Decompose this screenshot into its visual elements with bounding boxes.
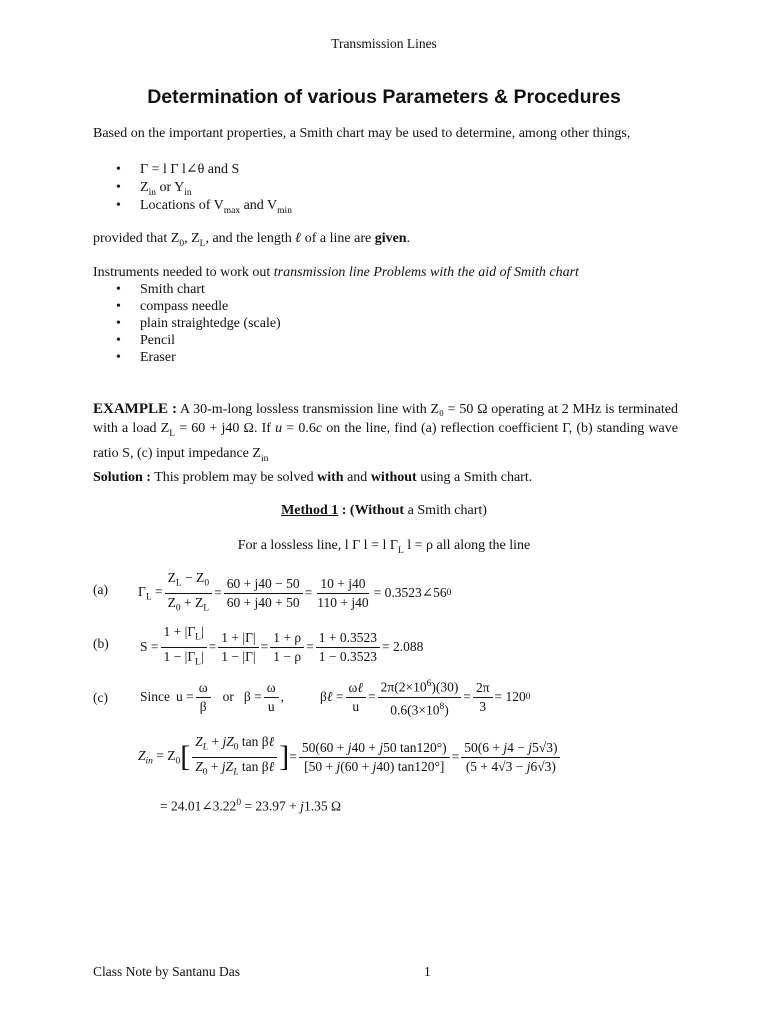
equation-phase-constant: Since u = $\frac{\omega}{\beta}$ or β = $\frac{\omega}{u}$ , βℓ = $\frac{\text{ωℓ}}{u}$ = $\frac{2\pi(2\times 10^6)(30)}{0.6(3\times 10^8)}$ = $\frac{2\pi}{3}$ = 120 0 [140,676,531,718]
bullet-icon: • [116,299,121,314]
bullet-icon: • [116,333,121,348]
lossless-note: For a lossless line, l Γ l = l $\Gamma_L$ l = ρ all along the line [237,538,531,556]
equation-label-b: (b) [93,636,109,651]
page-title: Determination of various Parameters & Procedures [147,86,621,108]
equation-swr: S = $\frac{1 + |\Gamma_L|}{1 - |\Gamma_L|}$ = $\frac{1 + |\Gamma|}{1 - |\Gamma|}$ = $\frac{1 + \rho}{1 - \rho}$ = $\frac{1 + 0.3523}{1 - 0.3523}$ = 2.088 [140,624,424,668]
equation-input-impedance: $Z_{in} = Z_0$ [ $\frac{Z_L + jZ_0 \tan \beta\ell}{Z_0 + jZ_L \tan \beta\ell}$ ] = $\frac{50(60 + j40 + j50 \tan 120^\circ)}{[50 + j(60 + j40) \tan 120^\circ]}$ = $\frac{50(6 + j4 - j5√3)}{(5 + 4√3 - j6√3)}$ [138,734,562,780]
bullet-icon: • [116,282,121,297]
equation-label-c: (c) [93,690,108,705]
example-paragraph: EXAMPLE : A 30-m-long lossless transmission line with Z₀ = 50 Ω operating at 2 MHz is terminated with a load $Z_L = 60 + j40$ Ω. If u = 0.6c on the line, find (a) reflection coefficient Γ, (b) standing wave ratio S, (c) input impedance $Z_{in}$ [93,401,678,464]
bullet-icon: • [116,180,121,195]
solution-paragraph: Solution : This problem may be solved with and without using a Smith chart. [93,470,533,485]
equation-reflection-coefficient: $\Gamma_L$ = $\frac{Z_L - Z_0}{Z_0 + Z_L}$ = $\frac{60 + j40 - 50}{60 + j40 + 50}$ = $\frac{10 + j40}{110 + j40}$ = 0.3523∠56 0 [138,570,452,614]
running-header: Transmission Lines [331,36,437,51]
provided-paragraph: provided that $Z_0$, $Z_L$, and the length ℓ of a line are given. [93,231,411,249]
bullet-icon: • [116,350,121,365]
method-heading: Method 1 : (Without a Smith chart) [281,503,487,518]
bullet-icon: • [116,316,121,331]
list-item: • Pencil [116,333,175,348]
list-item: • plain straightedge (scale) [116,316,281,331]
list-item: • $Z_{in}$ or $Y_{in}$ [116,180,192,198]
bullet-icon: • [116,198,121,213]
footer-author: Class Note by Santanu Das [93,964,240,979]
instruments-heading: Instruments needed to work out transmission line Problems with the aid of Smith chart [93,265,579,280]
list-item: • Eraser [116,350,176,365]
list-item: • Γ = l Γ l∠θ and S [116,162,240,177]
equation-label-a: (a) [93,582,108,597]
list-item: • compass needle [116,299,229,314]
list-item: • Smith chart [116,282,205,297]
bullet-icon: • [116,162,121,177]
input-impedance-result: = $24.01\angle 3.22^0 = 23.97 + j1.35$ Ω [160,798,341,814]
page-number: 1 [424,964,431,979]
list-item: • Locations of $V_{max}$ and $V_{min}$ [116,198,292,216]
intro-paragraph: Based on the important properties, a Smith chart may be used to determine, among other things, [93,126,631,141]
